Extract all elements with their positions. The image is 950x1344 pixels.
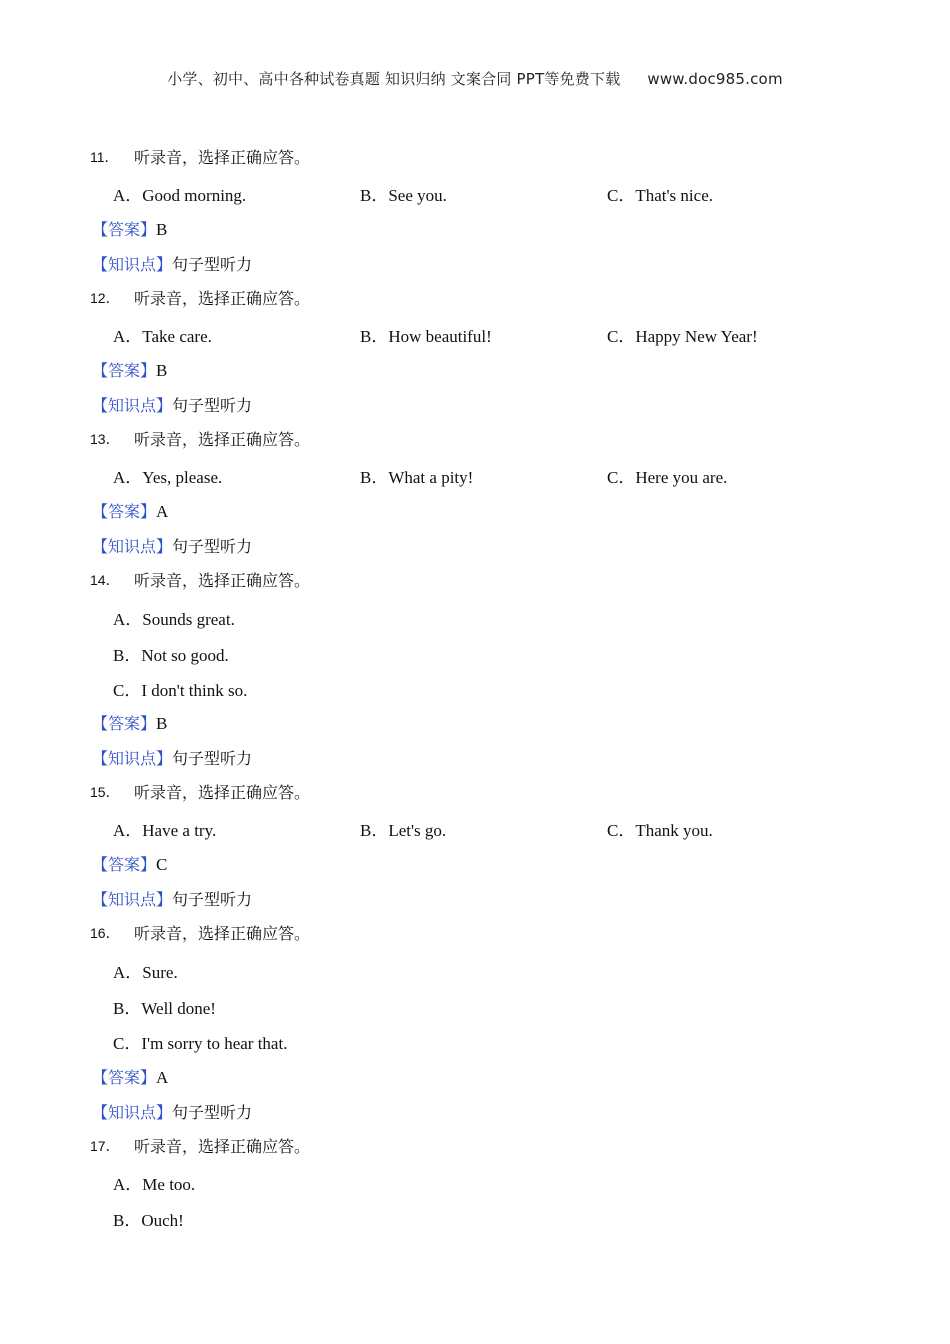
knowledge-point-line: [92, 252, 252, 275]
knowledge-point-tag: 【知识点】: [92, 537, 173, 556]
option-c: C．Thank you.: [607, 821, 713, 840]
answer-value: B: [156, 714, 168, 733]
answer-value: B: [156, 361, 168, 380]
question-number: 17．: [90, 1138, 120, 1154]
answer-line: [92, 711, 167, 734]
option-b: B．How beautiful!: [360, 327, 492, 346]
question-number: 12．: [90, 290, 120, 306]
option-b: B．Ouch!: [113, 1211, 184, 1230]
question-prompt: 听录音，选择正确应答。: [134, 571, 311, 590]
knowledge-point-line: [92, 1100, 252, 1123]
knowledge-point-tag: 【知识点】: [92, 749, 173, 768]
option-c: C．I don't think so.: [113, 681, 248, 700]
option-b: B．Not so good.: [113, 646, 229, 665]
knowledge-point-tag: 【知识点】: [92, 396, 173, 415]
knowledge-point-tag: 【知识点】: [92, 1103, 173, 1122]
question-prompt: 听录音，选择正确应答。: [134, 289, 311, 308]
knowledge-point-value: 句子型听力: [172, 537, 253, 556]
knowledge-point-line: [92, 534, 252, 557]
question-prompt: 听录音，选择正确应答。: [134, 783, 311, 802]
option-c: C．Happy New Year!: [607, 327, 758, 346]
answer-tag: 【答案】: [92, 714, 157, 733]
header-site-link[interactable]: www.doc985.com: [647, 70, 783, 88]
answer-value: B: [156, 220, 168, 239]
option-a: A．Yes, please.: [113, 468, 223, 487]
answer-line: [92, 217, 167, 240]
answer-value: A: [156, 502, 169, 521]
question-number: 16．: [90, 925, 120, 941]
knowledge-point-line: [92, 393, 252, 416]
option-a: A．Me too.: [113, 1175, 196, 1194]
knowledge-point-value: 句子型听力: [172, 749, 253, 768]
header-text: 小学、初中、高中各种试卷真题 知识归纳 文案合同 PPT等免费下载: [167, 70, 621, 88]
answer-tag: 【答案】: [92, 361, 157, 380]
question-prompt: 听录音，选择正确应答。: [134, 148, 311, 167]
option-a: A．Sure.: [113, 963, 178, 982]
answer-tag: 【答案】: [92, 1068, 157, 1087]
question-number: 14．: [90, 572, 120, 588]
knowledge-point-value: 句子型听力: [172, 255, 253, 274]
answer-tag: 【答案】: [92, 855, 157, 874]
option-c: C．I'm sorry to hear that.: [113, 1034, 288, 1053]
knowledge-point-value: 句子型听力: [172, 1103, 253, 1122]
option-a: A．Take care.: [113, 327, 212, 346]
option-a: A．Sounds great.: [113, 610, 235, 629]
knowledge-point-line: [92, 746, 252, 769]
question-prompt: 听录音，选择正确应答。: [134, 924, 311, 943]
option-b: B．Well done!: [113, 999, 216, 1018]
knowledge-point-value: 句子型听力: [172, 396, 253, 415]
knowledge-point-tag: 【知识点】: [92, 890, 173, 909]
option-b: B．What a pity!: [360, 468, 474, 487]
answer-tag: 【答案】: [92, 502, 157, 521]
knowledge-point-value: 句子型听力: [172, 890, 253, 909]
option-c: C．That's nice.: [607, 186, 713, 205]
option-b: B．See you.: [360, 186, 447, 205]
answer-value: C: [156, 855, 168, 874]
question-number: 15．: [90, 784, 120, 800]
option-b: B．Let's go.: [360, 821, 447, 840]
question-number: 11．: [90, 149, 119, 165]
answer-line: [92, 358, 167, 381]
answer-value: A: [156, 1068, 169, 1087]
knowledge-point-tag: 【知识点】: [92, 255, 173, 274]
answer-line: [92, 499, 168, 522]
answer-line: [92, 1065, 168, 1088]
option-a: A．Have a try.: [113, 821, 217, 840]
question-prompt: 听录音，选择正确应答。: [134, 430, 311, 449]
knowledge-point-line: [92, 887, 252, 910]
answer-tag: 【答案】: [92, 220, 157, 239]
option-a: A．Good morning.: [113, 186, 247, 205]
question-number: 13．: [90, 431, 120, 447]
answer-line: [92, 852, 167, 875]
question-prompt: 听录音，选择正确应答。: [134, 1137, 311, 1156]
option-c: C．Here you are.: [607, 468, 728, 487]
